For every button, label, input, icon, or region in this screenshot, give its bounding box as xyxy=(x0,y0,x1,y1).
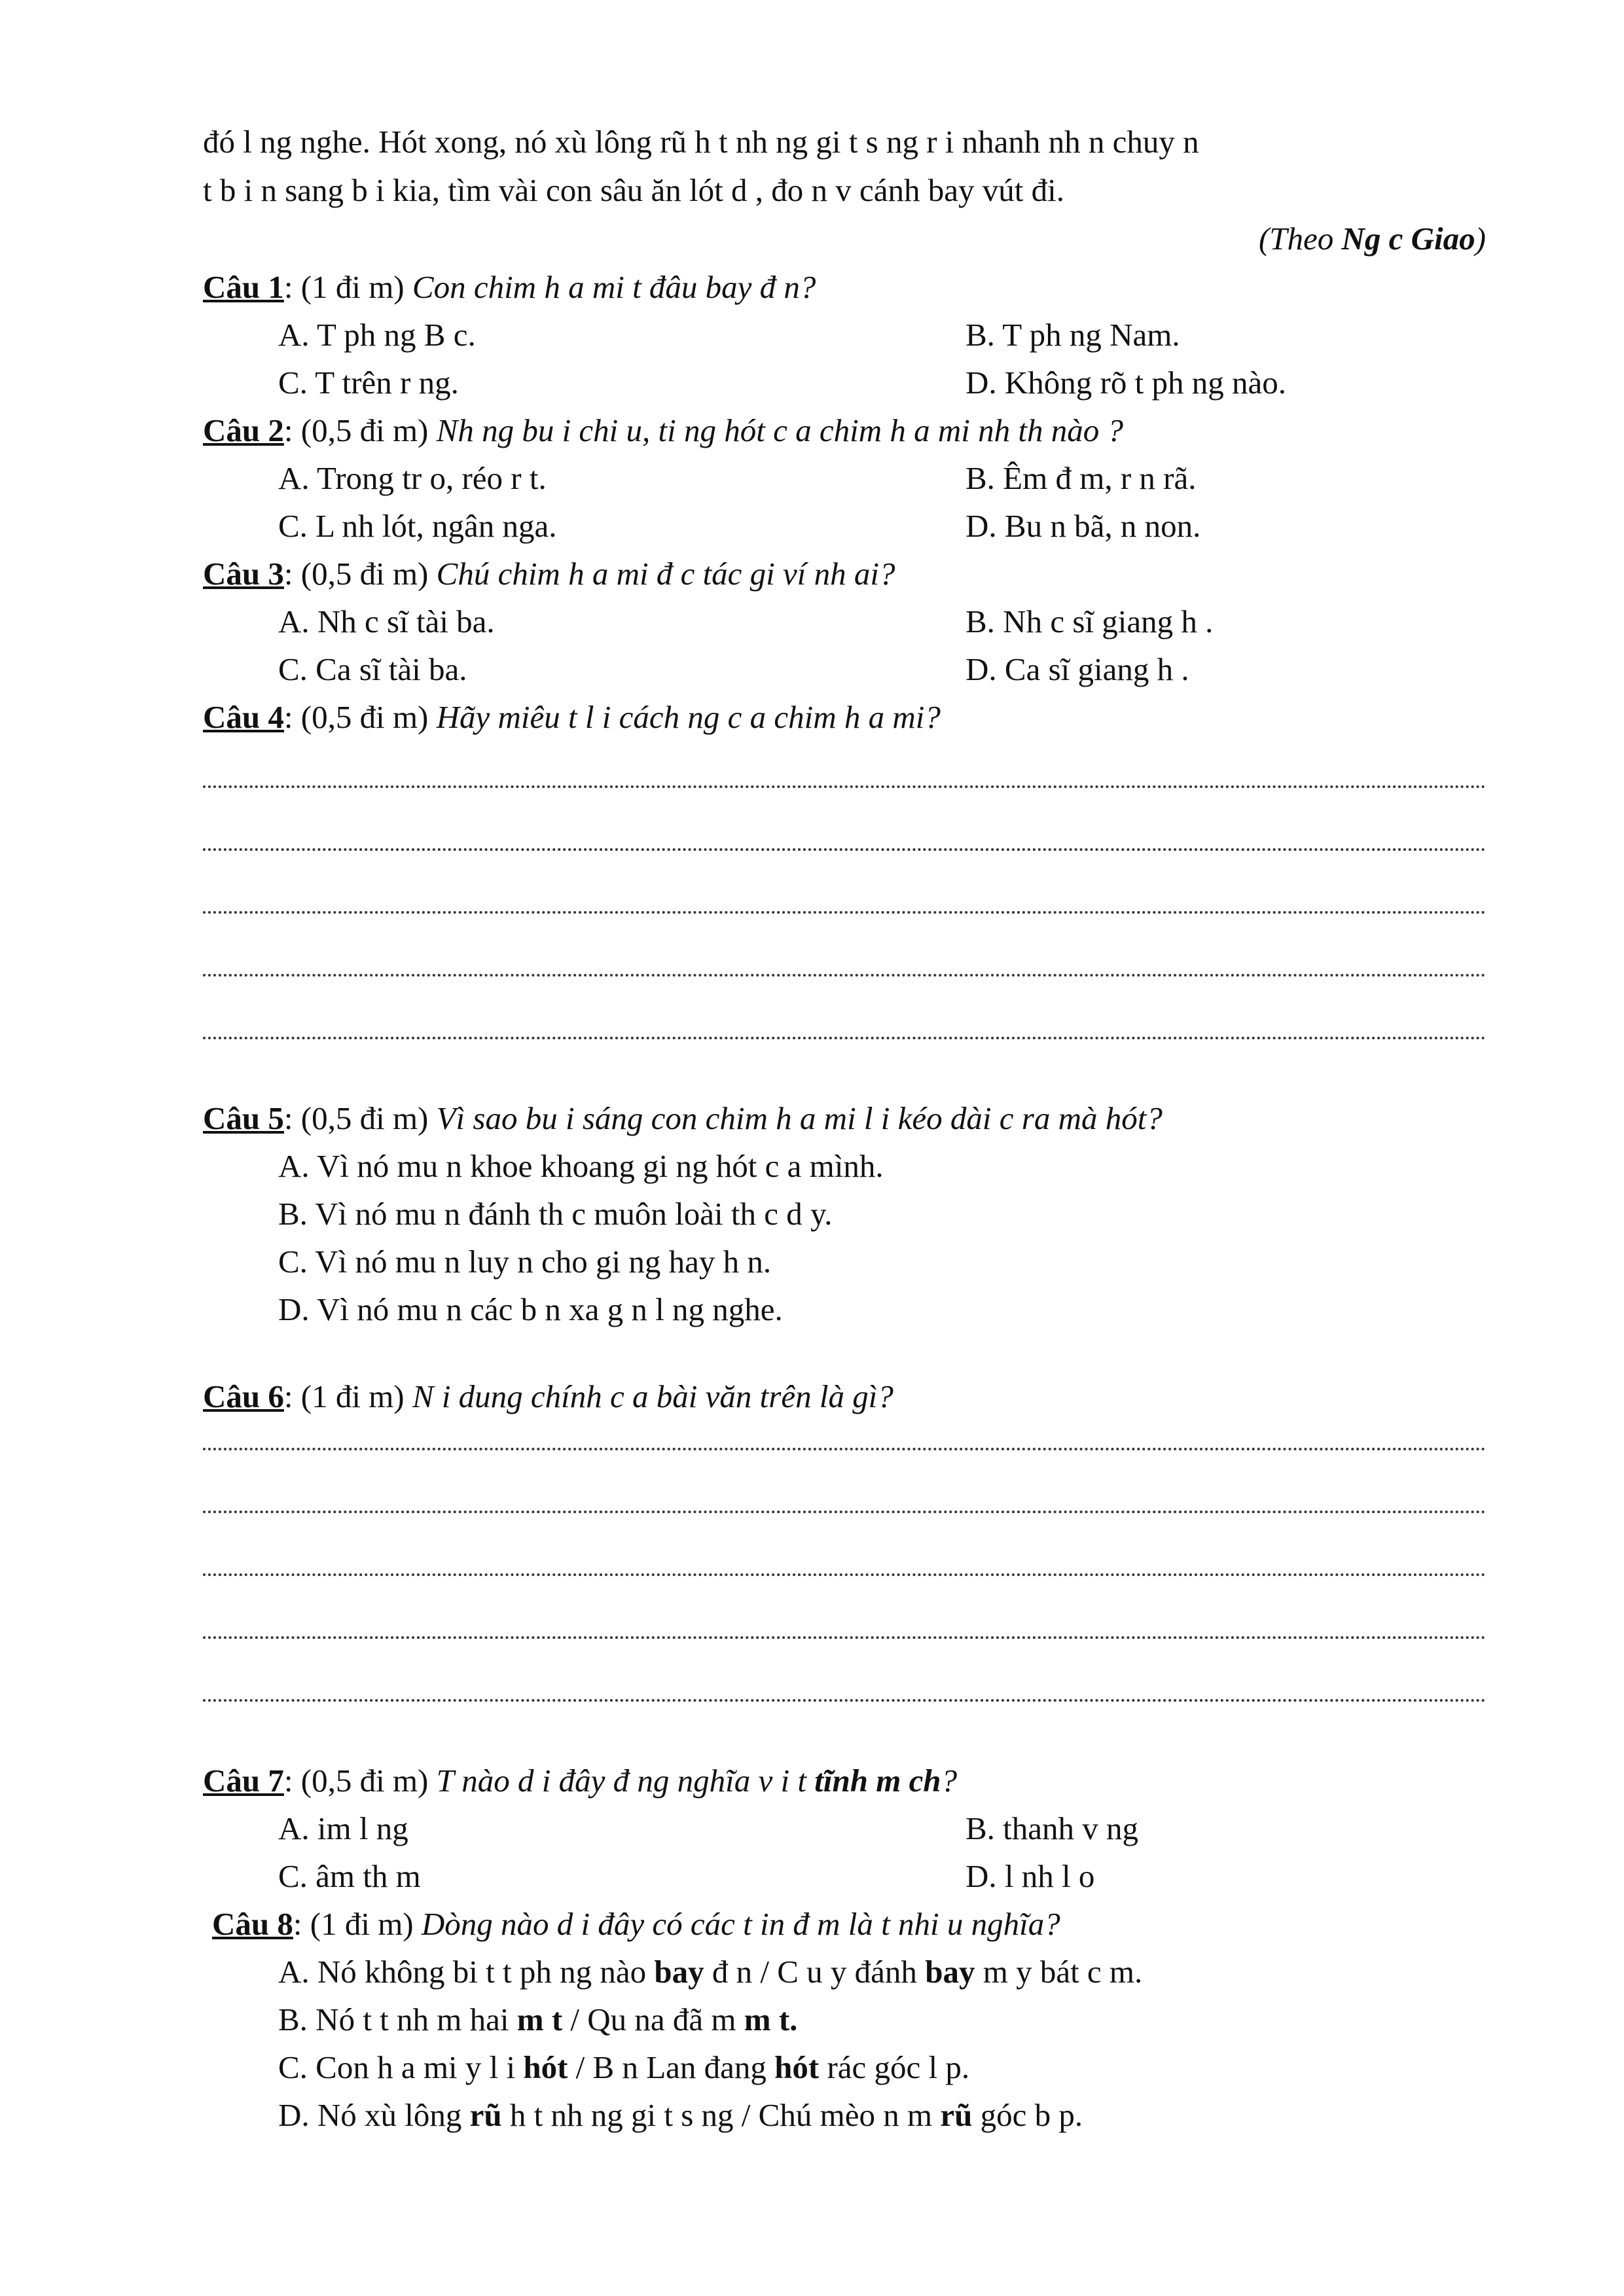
option-a[interactable]: A. Nó không bi t t ph ng nào bay đ n / C u y đánh bay m y bát c m. xyxy=(278,1954,1143,1990)
option-d[interactable]: D. Không rõ t ph ng nào. xyxy=(965,365,1286,401)
option-d[interactable]: D. l nh l o xyxy=(965,1858,1095,1894)
option-c[interactable]: C. Con h a mi y l i hót / B n Lan đang hót rác góc l p. xyxy=(278,2049,970,2085)
question-8-label: Câu 8 xyxy=(212,1906,293,1942)
question-7-label: Câu 7 xyxy=(203,1763,284,1799)
keyword: tĩnh m ch xyxy=(814,1763,941,1799)
question-2: Câu 2: (0,5 đi m) Nh ng bu i chi u, ti ng hót c a chim h a mi nh th nào ? xyxy=(203,412,1124,448)
passage-source: (Theo Ng c Giao) xyxy=(1258,221,1486,257)
question-5-label: Câu 5 xyxy=(203,1100,284,1136)
question-6-answer-area[interactable] xyxy=(203,1420,1486,1717)
option-c[interactable]: C. âm th m xyxy=(278,1858,421,1894)
question-1-options xyxy=(278,311,1486,406)
question-4: Câu 4: (0,5 đi m) Hãy miêu t l i cách ng c a chim h a mi? xyxy=(203,699,941,735)
option-d[interactable]: D. Nó xù lông rũ h t nh ng gi t s ng / Chú mèo n m rũ góc b p. xyxy=(278,2097,1083,2133)
answer-line[interactable] xyxy=(203,1529,1486,1592)
spacer xyxy=(203,1333,1486,1372)
question-7-options xyxy=(278,1804,1486,1900)
spacer xyxy=(203,1055,1486,1094)
option-a[interactable]: A. T ph ng B c. xyxy=(278,317,476,353)
answer-line[interactable] xyxy=(203,1592,1486,1655)
question-2-options xyxy=(278,454,1486,550)
answer-line[interactable] xyxy=(203,929,1486,992)
option-d[interactable]: D. Ca sĩ giang h . xyxy=(965,651,1189,687)
question-6: Câu 6: (1 đi m) N i dung chính c a bài văn trên là gì? xyxy=(203,1378,893,1414)
option-b[interactable]: B. thanh v ng xyxy=(965,1810,1139,1846)
question-5-options xyxy=(278,1142,1486,1333)
answer-line[interactable] xyxy=(203,1655,1486,1717)
passage-line-1: đó l ng nghe. Hót xong, nó xù lông rũ h t nh ng gi t s ng r i nhanh nh n chuy n xyxy=(203,124,1199,160)
document-page xyxy=(203,118,1486,2139)
option-c[interactable]: C. Vì nó mu n luy n cho gi ng hay h n. xyxy=(278,1244,772,1280)
question-1: Câu 1: (1 đi m) Con chim h a mi t đâu bay đ n? xyxy=(203,269,816,305)
option-b[interactable]: B. Nh c sĩ giang h . xyxy=(965,603,1214,639)
answer-line[interactable] xyxy=(203,741,1486,804)
option-b[interactable]: B. Nó t t nh m hai m t / Qu na đã m m t. xyxy=(278,2001,798,2037)
question-6-label: Câu 6 xyxy=(203,1378,284,1414)
option-a[interactable]: A. Trong tr o, réo r t. xyxy=(278,460,547,496)
answer-line[interactable] xyxy=(203,867,1486,929)
answer-line[interactable] xyxy=(203,1420,1486,1466)
question-3-options xyxy=(278,598,1486,693)
question-1-label: Câu 1 xyxy=(203,269,284,305)
option-a[interactable]: A. Vì nó mu n khoe khoang gi ng hót c a mình. xyxy=(278,1148,884,1184)
option-b[interactable]: B. Êm đ m, r n rã. xyxy=(965,460,1197,496)
passage-line-2: t b i n sang b i kia, tìm vài con sâu ăn lót d , đo n v cánh bay vút đi. xyxy=(203,172,1064,208)
answer-line[interactable] xyxy=(203,992,1486,1055)
question-8-options xyxy=(278,1948,1486,2139)
option-b[interactable]: B. Vì nó mu n đánh th c muôn loài th c d y. xyxy=(278,1196,833,1232)
option-c[interactable]: C. L nh lót, ngân nga. xyxy=(278,508,557,544)
question-3-label: Câu 3 xyxy=(203,556,284,592)
option-b[interactable]: B. T ph ng Nam. xyxy=(965,317,1180,353)
spacer xyxy=(203,1717,1486,1757)
option-d[interactable]: D. Bu n bã, n non. xyxy=(965,508,1201,544)
answer-line[interactable] xyxy=(203,1466,1486,1529)
option-c[interactable]: C. T trên r ng. xyxy=(278,365,459,401)
option-d[interactable]: D. Vì nó mu n các b n xa g n l ng nghe. xyxy=(278,1291,783,1327)
option-c[interactable]: C. Ca sĩ tài ba. xyxy=(278,651,467,687)
question-5: Câu 5: (0,5 đi m) Vì sao bu i sáng con chim h a mi l i kéo dài c ra mà hót? xyxy=(203,1100,1163,1136)
option-a[interactable]: A. im l ng xyxy=(278,1810,408,1846)
question-2-label: Câu 2 xyxy=(203,412,284,448)
answer-line[interactable] xyxy=(203,804,1486,867)
question-7: Câu 7: (0,5 đi m) T nào d i đây đ ng nghĩa v i t tĩnh m ch? xyxy=(203,1763,958,1799)
question-3: Câu 3: (0,5 đi m) Chú chim h a mi đ c tác gi ví nh ai? xyxy=(203,556,895,592)
question-4-answer-area[interactable] xyxy=(203,741,1486,1055)
question-8: Câu 8: (1 đi m) Dòng nào d i đây có các t in đ m là t nhi u nghĩa? xyxy=(212,1906,1060,1942)
question-4-label: Câu 4 xyxy=(203,699,284,735)
option-a[interactable]: A. Nh c sĩ tài ba. xyxy=(278,603,495,639)
